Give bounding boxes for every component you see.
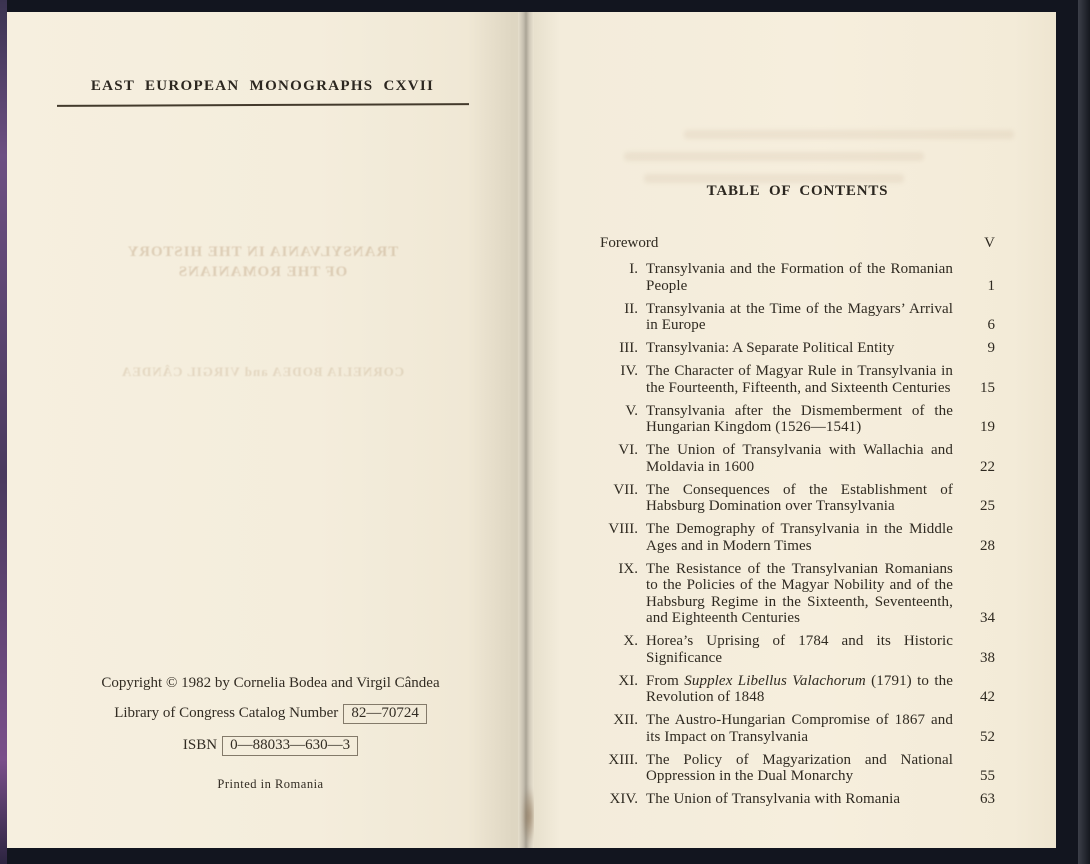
toc-entry	[600, 752, 995, 785]
foreword-page-number: V	[984, 235, 995, 251]
toc-numeral: IV.	[620, 363, 638, 379]
left-page	[7, 12, 518, 848]
toc-numeral: V.	[625, 402, 638, 419]
loc-number-box: 82—70724	[343, 704, 427, 724]
toc-entry-title: From Supplex Libellus Valachorum (1791) to the Revolution of 1848	[646, 672, 953, 705]
right-page	[534, 12, 1056, 848]
toc-title: TABLE OF CONTENTS	[706, 183, 889, 199]
copyright-block	[7, 675, 518, 792]
toc-entry	[600, 633, 995, 666]
book-gutter	[518, 12, 534, 848]
toc-entry	[600, 712, 995, 745]
cover-left-edge	[0, 0, 7, 864]
toc-numeral: VIII.	[608, 521, 638, 537]
toc-entry-title: Horea’s Uprising of 1784 and its Historic Significance	[646, 633, 953, 666]
toc-numeral: XII.	[613, 712, 638, 728]
toc-numeral: VII.	[613, 481, 638, 498]
isbn-label: ISBN	[182, 737, 218, 753]
toc-numeral: XI.	[618, 672, 638, 689]
toc-entry-title: The Resistance of the Transylvanian Romanians to the Policies of the Magyar Nobility and of the Habsburg Regime in the Sixteenth, Seventeenth, and Eighteenth Centuries	[646, 560, 953, 626]
loc-label: Library of Congress Catalog Number	[114, 705, 339, 721]
toc-entry-title: The Union of Transylvania with Romania	[646, 791, 901, 807]
page-stack-edges	[1056, 10, 1078, 850]
series-header: EAST EUROPEAN MONOGRAPHS CXVII	[90, 78, 435, 94]
toc-numeral: X.	[623, 633, 638, 649]
toc-entry-title: The Consequences of the Establishment of Habsburg Domination over Transylvania	[646, 481, 953, 514]
toc-page-number: 6	[987, 317, 995, 333]
toc-page-number: 52	[980, 728, 995, 745]
toc-page-number: 28	[980, 537, 995, 554]
loc-line	[23, 704, 518, 724]
bleed-through-title-line1: TRANSYLVANIA IN THE HISTORY	[126, 244, 399, 260]
toc-entry	[600, 561, 995, 627]
toc-entry-title: Transylvania and the Formation of the Romanian People	[646, 261, 953, 294]
toc-wrap	[534, 12, 1056, 848]
toc-page-number: 42	[980, 689, 995, 705]
header-rule	[56, 103, 468, 107]
toc-entry	[600, 261, 995, 294]
isbn-line	[23, 736, 518, 756]
foreword-row	[600, 235, 995, 252]
toc-numeral: III.	[619, 340, 638, 356]
toc-entry-title: Transylvania: A Separate Political Entity	[646, 340, 895, 356]
isbn-number-box: 0—88033—630—3	[222, 736, 358, 756]
toc-entry-title: The Policy of Magyarization and National Oppression in the Dual Monarchy	[646, 751, 953, 784]
toc-entry	[600, 403, 995, 436]
toc-numeral: VI.	[618, 442, 638, 458]
toc-entry-title: The Character of Magyar Rule in Transylvania in the Fourteenth, Fifteenth, and Sixteenth Centuries	[646, 363, 953, 396]
bleed-through-title-line2: OF THE ROMANIANS	[177, 264, 348, 280]
toc-page-number: 25	[980, 498, 995, 514]
toc-entry-title: The Demography of Transylvania in the Middle Ages and in Modern Times	[646, 521, 953, 554]
toc-entry	[600, 301, 995, 334]
toc-page-number: 1	[987, 277, 995, 294]
bleed-through-title	[7, 242, 518, 282]
toc-page-number: 55	[980, 768, 995, 784]
toc-numeral: I.	[629, 261, 638, 277]
toc-entry	[600, 363, 995, 396]
toc-numeral: II.	[624, 300, 638, 317]
toc-entry	[600, 442, 995, 475]
toc-numeral: XIV.	[609, 791, 638, 807]
cover-right-edge	[1078, 0, 1090, 864]
foreword-label: Foreword	[600, 235, 659, 251]
printed-line: Printed in Romania	[217, 777, 324, 791]
toc-page-number: 19	[980, 419, 995, 435]
toc-entry	[600, 791, 995, 808]
toc-page-number: 63	[980, 791, 995, 807]
toc-page-number: 15	[980, 379, 995, 396]
toc-numeral: XIII.	[608, 751, 638, 768]
toc-numeral: IX.	[618, 560, 638, 577]
toc-entry	[600, 482, 995, 515]
toc-entry	[600, 521, 995, 554]
toc-page-number: 34	[980, 610, 995, 626]
toc-entry	[600, 340, 995, 357]
toc-list	[600, 261, 995, 808]
copyright-line: Copyright © 1982 by Cornelia Bodea and Virgil Cândea	[101, 675, 440, 691]
toc-entry	[600, 673, 995, 706]
toc-entry-title: The Union of Transylvania with Wallachia and Moldavia in 1600	[646, 442, 953, 475]
toc-page-number: 9	[987, 340, 995, 356]
toc-page-number: 38	[980, 649, 995, 666]
toc-entry-title: Transylvania after the Dismemberment of the Hungarian Kingdom (1526—1541)	[646, 402, 953, 435]
toc-page-number: 22	[980, 458, 995, 475]
bleed-through-authors: CORNELIA BODEA and VIRGIL CÂNDEA	[120, 364, 405, 379]
toc-entry-title: Transylvania at the Time of the Magyars’ Arrival in Europe	[646, 300, 953, 333]
toc-entry-title: The Austro-Hungarian Compromise of 1867 and its Impact on Transylvania	[646, 712, 953, 745]
